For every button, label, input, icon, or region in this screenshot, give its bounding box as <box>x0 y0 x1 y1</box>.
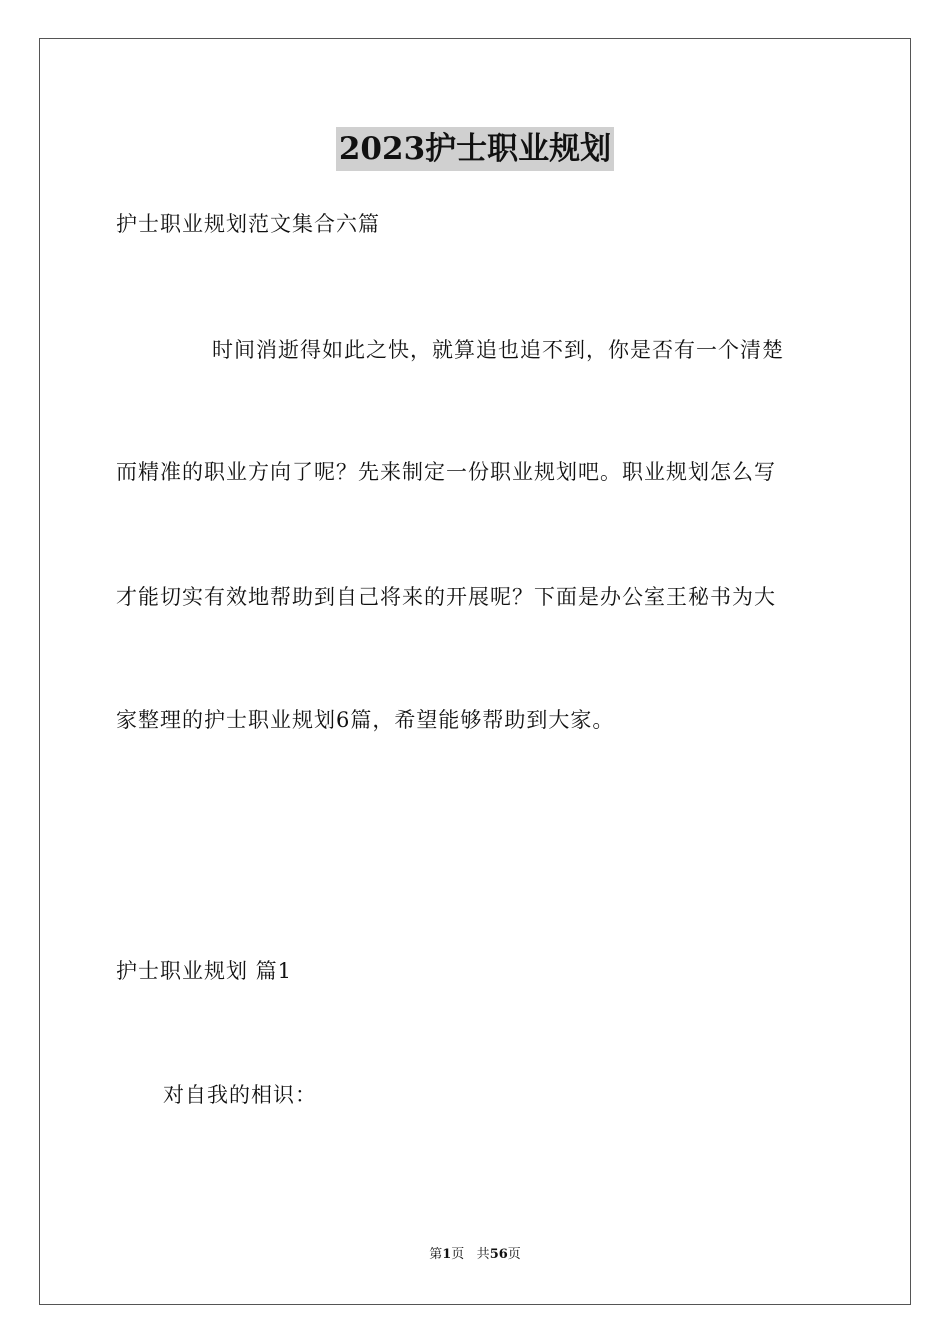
section-first-line: 对自我的相识： <box>163 1083 317 1107</box>
document-title: 2023护士职业规划 <box>336 127 614 171</box>
intro-line-1: 时间消逝得如此之快，就算追也追不到，你是否有一个清楚 <box>212 338 784 362</box>
footer-total-pages: 56 <box>489 1247 508 1262</box>
footer-page-number: 1 <box>442 1247 452 1262</box>
intro-line-2: 而精准的职业方向了呢？先来制定一份职业规划吧。职业规划怎么写 <box>116 460 776 484</box>
document-subtitle: 护士职业规划范文集合六篇 <box>116 212 380 236</box>
title-container <box>0 127 950 171</box>
footer-page-suffix: 页 <box>451 1247 465 1262</box>
footer-total-suffix: 页 <box>507 1247 521 1262</box>
footer-total-prefix: 共 <box>476 1247 490 1262</box>
intro-line-4: 家整理的护士职业规划6篇，希望能够帮助到大家。 <box>116 708 615 732</box>
footer-page-prefix: 第 <box>429 1247 443 1262</box>
section-heading: 护士职业规划 篇1 <box>116 959 293 983</box>
page-footer <box>0 1245 950 1265</box>
intro-line-3: 才能切实有效地帮助到自己将来的开展呢？下面是办公室王秘书为大 <box>116 585 776 609</box>
